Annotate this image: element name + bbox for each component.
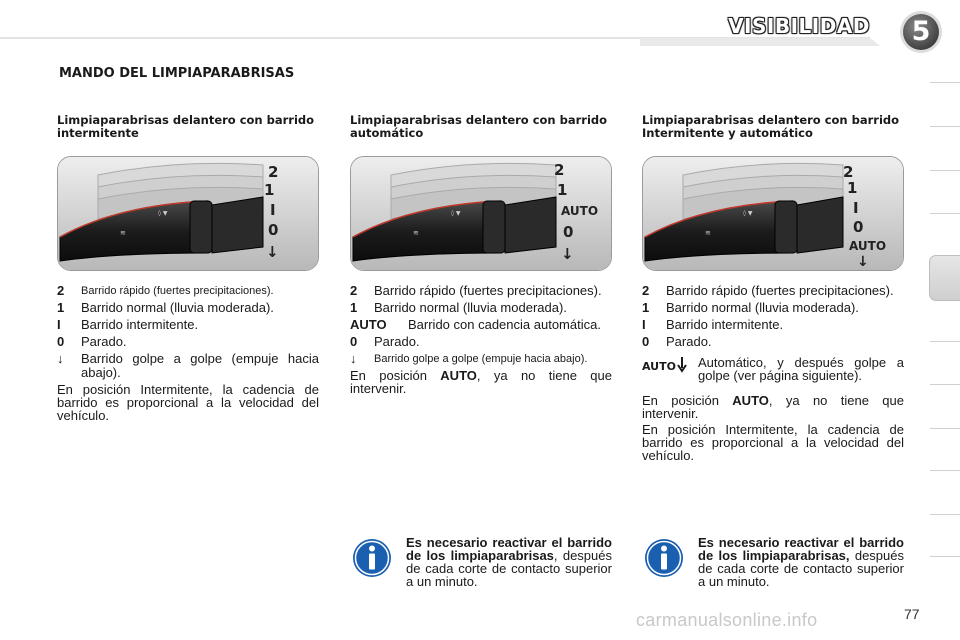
position-description: Barrido intermitente. (81, 317, 199, 332)
list-item (350, 318, 612, 332)
figure-label: I (270, 201, 276, 219)
list-item (642, 335, 904, 349)
watermark: carmanualsonline.info (636, 610, 818, 630)
body-paragraph: En posición Intermitente, la cadencia de barrido es proporcional a la velocidad del vehículo. (57, 382, 319, 423)
tab-divider (930, 213, 960, 214)
list-item (57, 352, 319, 380)
position-key: I (642, 317, 646, 332)
column-heading: Limpiaparabrisas delantero con barrido Intermitente y automático (642, 113, 900, 140)
position-description: Barrido golpe a golpe (empuje hacia abajo). (374, 353, 588, 365)
position-description: Barrido golpe a golpe (empuje hacia abajo). (81, 351, 319, 380)
position-key: I (57, 317, 61, 332)
figure-label: 2 (554, 161, 565, 179)
list-item (350, 335, 612, 349)
position-key: 0 (642, 334, 650, 349)
figure-label: 1 (264, 181, 275, 199)
tab-divider (930, 82, 960, 83)
figure-label: I (853, 199, 859, 217)
list-item (57, 284, 319, 298)
arrow-down-icon: ↓ (350, 351, 357, 366)
paragraph-text: , ya no tiene que intervenir. (350, 368, 612, 396)
position-description: Barrido con cadencia automática. (408, 317, 601, 332)
body-paragraph (350, 369, 612, 395)
position-description: Parado. (666, 334, 712, 349)
position-key: 2 (350, 283, 358, 298)
list-item (642, 318, 904, 332)
info-icon (644, 538, 684, 578)
svg-text:≋: ≋ (413, 229, 419, 237)
figure-label: 0 (268, 221, 279, 239)
list-item (57, 318, 319, 332)
tab-divider (930, 341, 960, 342)
body-paragraph (642, 394, 904, 420)
svg-text:◊ ▼: ◊ ▼ (451, 210, 461, 217)
position-list (642, 284, 904, 462)
svg-text:≋: ≋ (120, 229, 126, 237)
info-icon (352, 538, 392, 578)
paragraph-bold: AUTO (440, 368, 477, 383)
wiper-stalk-illustration (57, 156, 319, 271)
tab-divider (930, 470, 960, 471)
figure-label: AUTO (561, 204, 599, 218)
position-key: 2 (57, 283, 65, 298)
position-description: Barrido rápido (fuertes precipitaciones). (374, 283, 602, 298)
wiper-stalk-illustration (642, 156, 904, 271)
position-description: Barrido rápido (fuertes precipitaciones). (81, 285, 274, 297)
position-key: 1 (57, 300, 65, 315)
info-body: después de cada corte de contacto superior a un minuto. (698, 548, 904, 589)
info-text (406, 536, 612, 588)
svg-text:≋: ≋ (705, 229, 711, 237)
info-text (698, 536, 904, 588)
position-key: 0 (350, 334, 358, 349)
info-bold: Es necesario reactivar el barrido de los limpiaparabrisas, (698, 535, 904, 563)
position-description: Parado. (81, 334, 127, 349)
info-body: , después de cada corte de contacto superior a un minuto. (406, 548, 612, 589)
info-bold: Es necesario reactivar el barrido de los limpiaparabrisas (406, 535, 612, 563)
auto-description: Automático, y después golpe a golpe (ver página siguiente). (698, 355, 904, 383)
column-2 (350, 114, 612, 142)
list-item (642, 284, 904, 298)
figure-label: 2 (268, 163, 279, 181)
tab-divider (930, 170, 960, 171)
tab-divider (930, 384, 960, 385)
paragraph-text: , ya no tiene que intervenir. (642, 393, 904, 421)
list-item (57, 335, 319, 349)
info-note (642, 536, 904, 604)
list-item (350, 301, 612, 315)
tab-strip (926, 64, 960, 584)
list-item (350, 284, 612, 298)
list-item (350, 352, 612, 366)
arrow-down-icon (677, 357, 687, 373)
svg-text:◊ ▼: ◊ ▼ (158, 210, 168, 217)
position-list (57, 284, 319, 422)
paragraph-text: En posición (350, 368, 441, 383)
position-description: Parado. (374, 334, 420, 349)
section-title: MANDO DEL LIMPIAPARABRISAS (59, 66, 295, 81)
svg-text:◊ ▼: ◊ ▼ (743, 210, 753, 217)
position-list (350, 284, 612, 395)
position-description: Barrido normal (lluvia moderada). (81, 300, 274, 315)
wiper-stalk-illustration (350, 156, 612, 271)
figure-label: 1 (557, 181, 568, 199)
figure-label: 2 (843, 163, 854, 181)
position-key: 1 (642, 300, 650, 315)
position-key: 1 (350, 300, 358, 315)
position-description: Barrido intermitente. (666, 317, 784, 332)
tab-divider (930, 556, 960, 557)
paragraph-text: En posición (642, 393, 733, 408)
figure-label: ↓ (266, 243, 279, 261)
chapter-number: 5 (911, 16, 931, 47)
position-key: 2 (642, 283, 650, 298)
position-key: AUTO (350, 317, 387, 332)
chapter-title: VISIBILIDAD (728, 14, 870, 38)
tab-divider (930, 514, 960, 515)
figure-label: ↓ (857, 254, 869, 270)
page-number: 77 (904, 606, 920, 622)
figure-label: 0 (563, 223, 574, 241)
tab-divider (930, 428, 960, 429)
position-description: Barrido normal (lluvia moderada). (374, 300, 567, 315)
figure-label: 1 (847, 179, 858, 197)
tab-chapter-5[interactable] (929, 255, 960, 301)
position-description: Barrido rápido (fuertes precipitaciones). (666, 283, 894, 298)
auto-label: AUTO (642, 360, 676, 373)
list-item (57, 301, 319, 315)
auto-mode-item (642, 357, 904, 391)
arrow-down-icon: ↓ (57, 351, 64, 366)
figure-label: ↓ (561, 245, 574, 263)
column-heading: Limpiaparabrisas delantero con barrido intermitente (57, 113, 315, 140)
column-heading: Limpiaparabrisas delantero con barrido automático (350, 113, 608, 140)
list-item (642, 301, 904, 315)
position-description: Barrido normal (lluvia moderada). (666, 300, 859, 315)
column-1 (57, 114, 319, 142)
column-3 (642, 114, 904, 142)
figure-label: AUTO (849, 239, 887, 253)
position-key: 0 (57, 334, 65, 349)
paragraph-bold: AUTO (732, 393, 769, 408)
tab-divider (930, 126, 960, 127)
info-note (350, 536, 612, 604)
figure-label: 0 (853, 218, 864, 236)
body-paragraph: En posición Intermitente, la cadencia de barrido es proporcional a la velocidad del vehículo. (642, 422, 904, 463)
